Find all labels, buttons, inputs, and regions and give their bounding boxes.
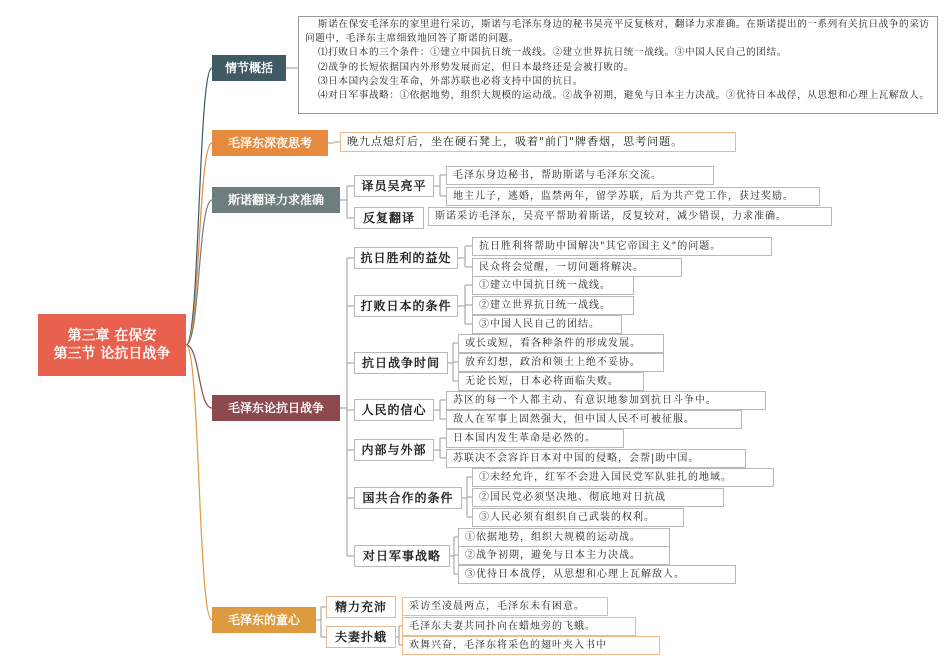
leaf-cooperation: ①未经允许，红军不会进入国民党军队驻扎的地域。 — [472, 468, 774, 487]
leaf-wu-1: 毛泽东身边秘书，帮助斯诺与毛泽东交流。 — [446, 166, 714, 185]
leaf-cooperation: ②国民党必须坚决地、彻底地对日抗战 — [472, 488, 724, 507]
branch-translation: 斯诺翻译力求准确 — [212, 187, 340, 213]
leaf-cooperation: ③人民必须有组织自己武装的权利。 — [472, 508, 684, 527]
leaf-wu-2: 地主儿子，逃婚，监禁两年，留学苏联，后为共产党工作，获过奖励。 — [446, 187, 820, 206]
leaf-confidence: 苏区的每一个人都主动、有意识地参加到抗日斗争中。 — [446, 391, 766, 410]
node-cooperation: 国共合作的条件 — [354, 487, 462, 509]
leaf-condition: ①建立中国抗日统一战线。 — [472, 276, 634, 295]
branch-summary: 情节概括 — [212, 55, 286, 81]
node-translator-wu: 译员吴亮平 — [354, 175, 434, 197]
leaf-energetic: 采访至凌晨两点，毛泽东未有困意。 — [402, 597, 608, 616]
root-title-line1: 第三章 在保安 — [67, 328, 157, 344]
leaf-benefit: 抗日胜利将帮助中国解决"其它帝国主义"的问题。 — [472, 237, 772, 256]
node-moth-catching: 夫妻扑蛾 — [326, 626, 396, 648]
leaf-confidence: 敌人在军事上固然强大，但中国人民不可被征服。 — [446, 410, 742, 429]
leaf-moth: 欢舞兴奋，毛泽东将采色的翅叶夹入书中 — [402, 636, 660, 655]
node-internal-external: 内部与外部 — [354, 439, 434, 461]
leaf-thinking: 晚九点熄灯后，坐在硬石凳上，吸着"前门"牌香烟，思考问题。 — [340, 132, 736, 152]
node-energetic: 精力充沛 — [326, 596, 396, 618]
node-benefits: 抗日胜利的益处 — [354, 247, 458, 269]
node-conditions: 打败日本的条件 — [354, 295, 458, 317]
leaf-strategy: ③优待日本战俘，从思想和心理上瓦解敌人。 — [458, 565, 736, 584]
leaf-strategy: ②战争初期，避免与日本主力决战。 — [458, 546, 670, 565]
leaf-internal-external: 苏联决不会容许日本对中国的侵略，会帮|助中国。 — [446, 449, 746, 468]
leaf-strategy: ①依据地势，组织大规模的运动战。 — [458, 528, 670, 547]
branch-war-theory: 毛泽东论抗日战争 — [212, 395, 340, 421]
leaf-duration: 放弃幻想，政治和领土上绝不妥协。 — [458, 353, 664, 372]
node-repeat-translation: 反复翻译 — [354, 207, 424, 229]
leaf-repeat: 斯诺采访毛泽东，吴亮平帮助着斯诺，反复较对，减少错误，力求准确。 — [428, 207, 832, 226]
leaf-duration: 无论长短，日本必将面临失败。 — [458, 372, 644, 391]
root-topic — [38, 314, 186, 376]
summary-line: ⑵战争的长短依据国内外形势发展而定，但日本最终还是会被打败的。 — [318, 61, 635, 73]
leaf-moth: 毛泽东夫妻共同扑向在蜡烛旁的飞蛾。 — [402, 617, 636, 636]
summary-text-box — [298, 16, 938, 114]
node-military-strategy: 对日军事战略 — [354, 545, 450, 567]
branch-late-night-thinking: 毛泽东深夜思考 — [212, 130, 328, 156]
summary-line: 斯诺在保安毛泽东的家里进行采访，斯诺与毛泽东身边的秘书吴亮平反复核对，翻译力求准确。在斯诺提出的一系列有关抗日战争的采访问题中，毛泽东主席细致地回答了斯诺的问题。 — [305, 19, 930, 45]
leaf-condition: ②建立世界抗日统一战线。 — [472, 296, 634, 315]
branch-childlike-heart: 毛泽东的童心 — [212, 607, 316, 633]
summary-line: ⑴打败日本的三个条件：①建立中国抗日统一战线。②建立世界抗日统一战线。③中国人民自己的团结。 — [318, 47, 787, 59]
node-war-duration: 抗日战争时间 — [354, 352, 448, 374]
leaf-internal-external: 日本国内发生革命是必然的。 — [446, 429, 624, 448]
node-people-confidence: 人民的信心 — [354, 399, 434, 421]
leaf-duration: 或长或短，看各种条件的形成发展。 — [458, 334, 664, 353]
summary-line: ⑷对日军事战略：①依据地势，组织大规模的运动战。②战争初期，避免与日本主力决战。③优待日本战俘，从思想和心理上瓦解敌人。 — [318, 90, 930, 102]
root-title-line2: 第三节 论抗日战争 — [53, 346, 171, 362]
leaf-benefit: 民众将会觉醒，一切问题将解决。 — [472, 258, 682, 277]
summary-line: ⑶日本国内会发生革命，外部苏联也必将支持中国的抗日。 — [318, 75, 584, 87]
leaf-condition: ③中国人民自己的团结。 — [472, 315, 622, 334]
